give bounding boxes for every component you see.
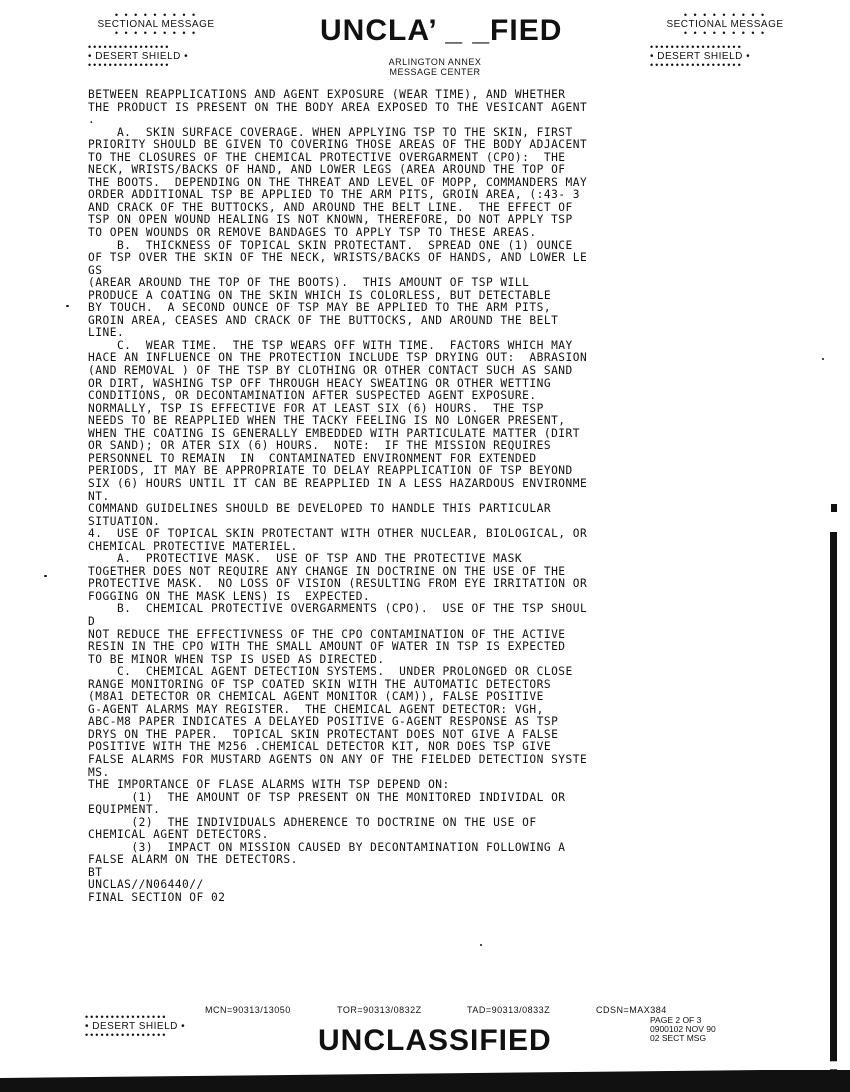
stamp-dots: •••••••••••••••• [85,1012,168,1022]
body-line: PRIORITY SHOULD BE GIVEN TO COVERING THOSE AREAS OF THE BODY ADJACENT [88,138,588,152]
body-line: 4. USE OF TOPICAL SKIN PROTECTANT WITH OTHER NUCLEAR, BIOLOGICAL, OR [88,527,588,541]
stamp-dots: •••••••••••••••• [88,42,171,52]
cdsn-line: CDSN=MAX384 [596,1005,667,1015]
body-line: DRYS ON THE PAPER. TOPICAL SKIN PROTECTANT DOES NOT GIVE A FALSE [88,727,559,741]
body-line: BETWEEN REAPPLICATIONS AND AGENT EXPOSURE (WEAR TIME), AND WHETHER [88,88,566,101]
date-time-group: 0900102 NOV 90 [650,1024,716,1034]
body-line: SIX (6) HOURS UNTIL IT CAN BE REAPPLIED IN A LESS HAZARDOUS ENVIRONME [88,476,588,490]
body-line: UNCLAS//N06440// [88,878,204,892]
body-line: THE BOOTS. DEPENDING ON THE THREAT AND LEVEL OF MOPP, COMMANDERS MAY [88,175,588,189]
body-line: PERSONNEL TO REMAIN IN CONTAMINATED ENVIRONMENT FOR EXTENDED [88,451,537,465]
body-line: (M8A1 DETECTOR OR CHEMICAL AGENT MONITOR (CAM)), FALSE POSITIVE [88,690,544,704]
body-line: AND CRACK OF THE BUTTOCKS, AND AROUND THE BELT LINE. THE EFFECT OF [88,200,573,214]
body-line: . [88,113,96,127]
stamp-dots: • • • • • • • • • [114,28,198,38]
body-line: ABC-M8 PAPER INDICATES A DELAYED POSITIVE G-AGENT RESPONSE AS TSP [88,715,559,729]
body-line: MS. [88,765,110,779]
tor-line: TOR=90313/0832Z [337,1005,422,1015]
scan-speck [44,575,47,577]
left-desert-shield-label: • DESERT SHIELD • [88,51,189,62]
body-line: PRODUCE A COATING ON THE SKIN WHICH IS COLORLESS, BUT DETECTABLE [88,288,552,302]
stamp-dots: •••••••••••••••••• [650,60,743,70]
body-line: BY TOUCH. A SECOND OUNCE OF TSP MAY BE APPLIED TO THE ARM PITS, [88,301,552,315]
body-line: WHEN THE COATING IS GENERALLY EMBEDDED WITH PARTICULATE MATTER (DIRT [88,426,581,440]
body-line: G-AGENT ALARMS MAY REGISTER. THE CHEMICAL AGENT DETECTOR: VGH, [88,702,544,716]
right-desert-shield-label: • DESERT SHIELD • [650,51,751,62]
body-line: HACE AN INFLUENCE ON THE PROTECTION INCLUDE TSP DRYING OUT: ABRASION [88,351,588,365]
body-line: TO BE MINOR WHEN TSP IS USED AS DIRECTED. [88,652,385,666]
scan-edge-bar [830,532,837,1092]
body-line: LINE. [88,326,125,340]
body-line: (2) THE INDIVIDUALS ADHERENCE TO DOCTRINE ON THE USE OF [88,815,537,829]
body-line: COMMAND GUIDELINES SHOULD BE DEVELOPED TO HANDLE THIS PARTICULAR [88,502,552,516]
classification-marking-top: UNCLA’ _ _FIED [320,14,563,47]
message-center-line: MESSAGE CENTER [389,67,481,77]
body-line: BT [88,865,103,879]
stamp-dots: •••••••••••••••••• [650,42,743,52]
stamp-dots: •••••••••••••••• [88,60,171,70]
stamp-dots: • • • • • • • • • [683,10,767,20]
left-desert-shield-stamp [88,44,228,69]
body-line: SITUATION. [88,514,161,528]
stamp-dots: • • • • • • • • • [114,10,198,20]
body-line: (AND REMOVAL ) OF THE TSP BY CLOTHING OR OTHER CONTACT SUCH AS SAND [88,364,573,378]
body-line: THE IMPORTANCE OF FLASE ALARMS WITH TSP DEPEND ON: [88,778,450,792]
body-line: (1) THE AMOUNT OF TSP PRESENT ON THE MONITORED INDIVIDAL OR [88,790,566,804]
scan-speck [480,944,482,946]
message-center-label [340,57,530,77]
footer-desert-shield-label: • DESERT SHIELD • [85,1021,186,1032]
body-line: THE PRODUCT IS PRESENT ON THE BODY AREA EXPOSED TO THE VESICANT AGENT [88,100,588,114]
body-line: NECK, WRISTS/BACKS OF HAND, AND LOWER LEGS (AREA AROUND THE TOP OF [88,163,566,177]
body-line: B. CHEMICAL PROTECTIVE OVERGARMENTS (CPO). USE OF THE TSP SHOUL [88,602,588,616]
scan-speck [822,358,824,360]
scan-speck [66,305,69,307]
body-line: (AREAR AROUND THE TOP OF THE BOOTS). THIS AMOUNT OF TSP WILL [88,276,530,290]
mcn-line: MCN=90313/13050 [205,1005,291,1015]
body-line: TOGETHER DOES NOT REQUIRE ANY CHANGE IN DOCTRINE ON THE USE OF THE [88,564,566,578]
body-line: (3) IMPACT ON MISSION CAUSED BY DECONTAMINATION FOLLOWING A [88,840,566,854]
classification-marking-bottom: UNCLASSIFIED [318,1024,552,1057]
body-line: A. PROTECTIVE MASK. USE OF TSP AND THE PROTECTIVE MASK [88,552,523,566]
arlington-annex-label: ARLINGTON ANNEX [388,57,482,67]
body-line: ORDER ADDITIONAL TSP BE APPLIED TO THE ARM PITS, GROIN AREA, (:43- 3 [88,188,581,202]
body-line: OR SAND); OR ATER SIX (6) HOURS. NOTE: IF THE MISSION REQUIRES [88,439,552,453]
body-line: FALSE ALARM ON THE DETECTORS. [88,853,298,867]
body-line: C. WEAR TIME. THE TSP WEARS OFF WITH TIME. FACTORS WHICH MAY [88,338,573,352]
right-sectional-stamp [655,12,795,37]
body-line: B. THICKNESS OF TOPICAL SKIN PROTECTANT. SPREAD ONE (1) OUNCE [88,238,573,252]
right-desert-shield-stamp [650,44,800,69]
body-line: FOGGING ON THE MASK LENS) IS EXPECTED. [88,589,371,603]
body-line: RESIN IN THE CPO WITH THE SMALL AMOUNT OF WATER IN TSP IS EXPECTED [88,640,566,654]
body-line: PROTECTIVE MASK. NO LOSS OF VISION (RESULTING FROM EYE IRRITATION OR [88,577,588,591]
page-number: PAGE 2 OF 3 [650,1015,702,1025]
tad-line: TAD=90313/0833Z [467,1005,551,1015]
body-line: NORMALLY, TSP IS EFFECTIVE FOR AT LEAST SIX (6) HOURS. THE TSP [88,401,544,415]
stamp-dots: • • • • • • • • • [683,28,767,38]
body-line: FINAL SECTION OF 02 [88,891,226,904]
scan-mark [831,504,837,512]
stamp-dots: •••••••••••••••• [85,1030,168,1040]
body-line: NEEDS TO BE REAPPLIED WHEN THE TACKY FEELING IS NO LONGER PRESENT, [88,414,566,428]
body-line: FALSE ALARMS FOR MUSTARD AGENTS ON ANY OF THE FIELDED DETECTION SYSTE [88,752,588,766]
body-line: OF TSP OVER THE SKIN OF THE NECK, WRISTS/BACKS OF HANDS, AND LOWER LE [88,251,588,265]
body-line: OR DIRT, WASHING TSP OFF THROUGH HEACY SWEATING OR OTHER WETTING [88,376,552,390]
body-line: GROIN AREA, CEASES AND CRACK OF THE BUTTOCKS, AND AROUND THE BELT [88,313,559,327]
message-body [88,89,668,905]
page-info [650,1016,716,1043]
right-sectional-label: SECTIONAL MESSAGE [666,19,784,30]
body-line: A. SKIN SURFACE COVERAGE. WHEN APPLYING TSP TO THE SKIN, FIRST [88,125,573,139]
body-line: D [88,614,96,628]
section-label: 02 SECT MSG [650,1033,707,1043]
body-line: CONDITIONS, OR DECONTAMINATION AFTER SUSPECTED AGENT EXPOSURE. [88,389,537,403]
body-line: POSITIVE WITH THE M256 .CHEMICAL DETECTOR KIT, NOR DOES TSP GIVE [88,740,552,754]
footer-desert-shield-stamp [85,1014,225,1039]
body-line: RANGE MONITORING OF TSP COATED SKIN WITH THE AUTOMATIC DETECTORS [88,677,552,691]
body-line: CHEMICAL PROTECTIVE MATERIEL. [88,539,298,553]
body-line: GS [88,263,103,277]
body-line: EQUIPMENT. [88,803,161,817]
body-line: TO THE CLOSURES OF THE CHEMICAL PROTECTIVE OVERGARMENT (CPO): THE [88,150,566,164]
left-sectional-stamp [86,12,226,37]
left-sectional-label: SECTIONAL MESSAGE [97,19,215,30]
body-line: NOT REDUCE THE EFFECTIVNESS OF THE CPO CONTAMINATION OF THE ACTIVE [88,627,566,641]
body-line: C. CHEMICAL AGENT DETECTION SYSTEMS. UNDER PROLONGED OR CLOSE [88,665,573,679]
body-line: NT. [88,489,110,503]
body-line: TSP ON OPEN WOUND HEALING IS NOT KNOWN, THEREFORE, DO NOT APPLY TSP [88,213,573,227]
body-line: CHEMICAL AGENT DETECTORS. [88,828,269,842]
body-line: TO OPEN WOUNDS OR REMOVE BANDAGES TO APPLY TSP TO THESE AREAS. [88,226,537,240]
body-line: PERIODS, IT MAY BE APPROPRIATE TO DELAY REAPPLICATION OF TSP BEYOND [88,464,573,478]
